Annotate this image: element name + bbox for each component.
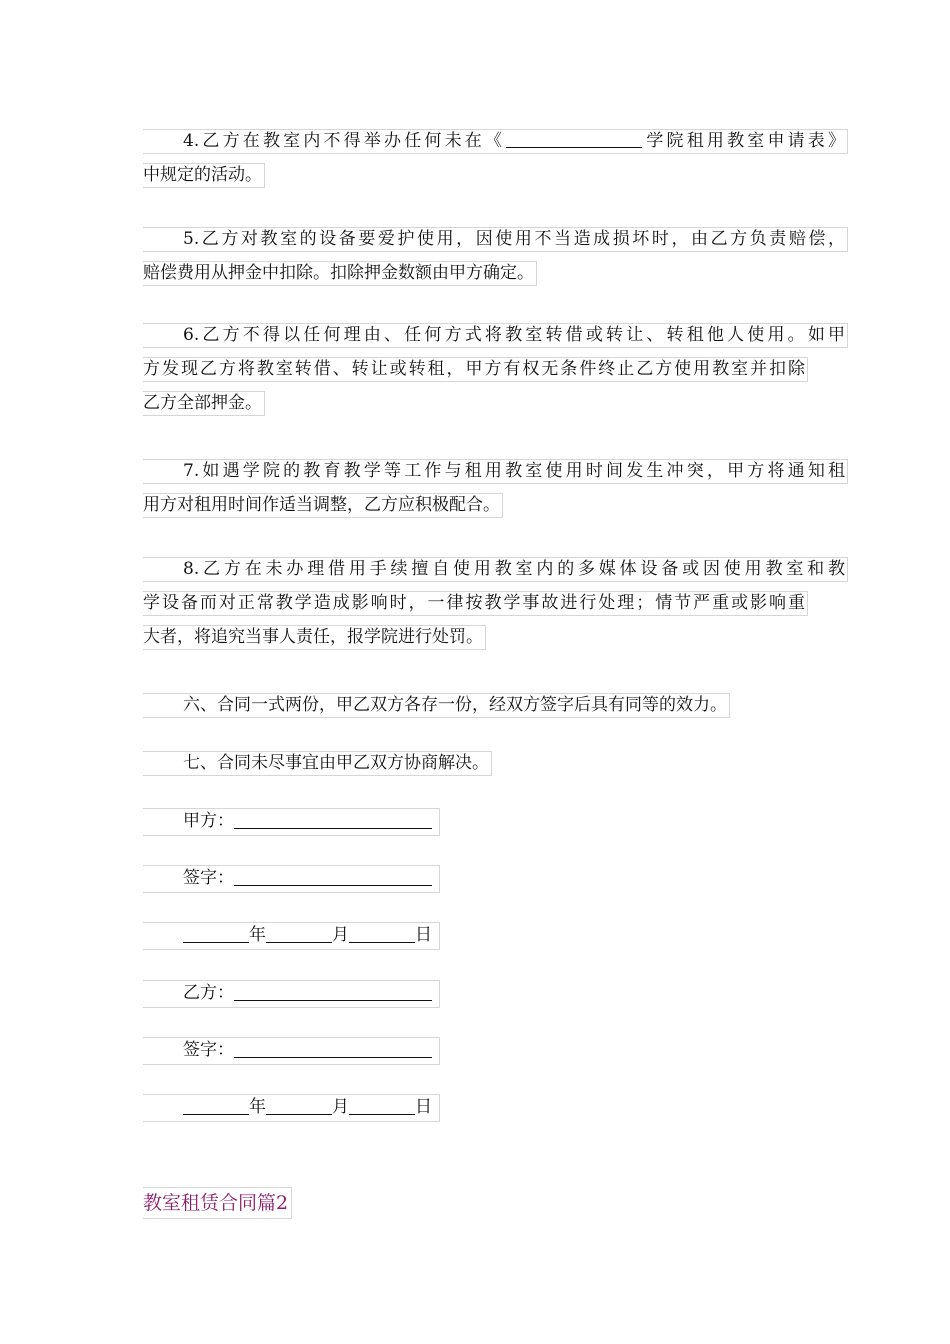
next-section-title: 教室租赁合同篇2 [143,1187,292,1219]
date-b-year-blank [183,1096,249,1115]
clause-6-line-2: 方发现乙方将教室转借、转让或转租，甲方有权无条件终止乙方使用教室并扣除 [143,352,807,386]
clause-6-line-1: 6.乙方不得以任何理由、任何方式将教室转借或转让、转租他人使用。如甲 [143,318,807,352]
clause-5 [143,222,845,290]
clause-6-line-3: 乙方全部押金。 [143,386,807,420]
date-b-day-blank [349,1096,415,1115]
date-b-month-label: 月 [332,1097,349,1117]
clause-4-blank [506,130,642,148]
clause-4-line-1 [143,124,845,158]
date-b-year-label: 年 [249,1097,266,1117]
clause-7-line-1: 7.如遇学院的教育教学等工作与租用教室使用时间发生冲突，甲方将通知租 [143,454,807,488]
date-b-month-blank [266,1096,332,1115]
section-seven: 七、合同未尽事宜由甲乙双方协商解决。 [143,746,807,780]
sign-a-blank [234,867,432,886]
party-b-row [143,980,440,1008]
clause-8-line-1: 8.乙方在未办理借用手续擅自使用教室内的多媒体设备或因使用教室和教 [143,552,807,586]
clause-4-text-b: 学院租用教室申请表》 [643,131,845,151]
sign-a-row [143,865,440,893]
date-b-day-label: 日 [415,1097,432,1117]
party-a-blank [234,810,432,829]
date-a-month-blank [266,924,332,943]
party-b-label: 乙方： [183,983,234,1003]
clause-7 [143,454,845,522]
sign-b-blank [234,1039,432,1058]
date-a-year-label: 年 [249,925,266,945]
date-a-day-label: 日 [415,925,432,945]
date-a-month-label: 月 [332,925,349,945]
sign-a-label: 签字： [183,868,234,888]
section-six: 六、合同一式两份，甲乙双方各存一份，经双方签字后具有同等的效力。 [143,688,807,722]
sign-b-label: 签字： [183,1040,234,1060]
clause-8 [143,552,845,654]
clause-7-line-2: 用方对租用时间作适当调整，乙方应积极配合。 [143,488,807,522]
clause-5-line-2: 赔偿费用从押金中扣除。扣除押金数额由甲方确定。 [143,256,807,290]
clause-4-text-a: 4.乙方在教室内不得举办任何未在《 [183,131,506,151]
party-a-label: 甲方： [183,811,234,831]
date-a-row [143,922,440,950]
clause-4-line-2: 中规定的活动。 [143,158,807,192]
sign-b-row [143,1037,440,1065]
date-a-year-blank [183,924,249,943]
party-b-blank [234,982,432,1001]
clause-6 [143,318,845,420]
clause-5-line-1: 5.乙方对教室的设备要爱护使用，因使用不当造成损坏时，由乙方负责赔偿， [143,222,807,256]
clause-8-line-2: 学设备而对正常教学造成影响时，一律按教学事故进行处理；情节严重或影响重 [143,586,807,620]
date-a-day-blank [349,924,415,943]
clause-4 [143,124,845,192]
date-b-row [143,1094,440,1122]
party-a-row [143,808,440,836]
clause-8-line-3: 大者，将追究当事人责任，报学院进行处罚。 [143,620,807,654]
